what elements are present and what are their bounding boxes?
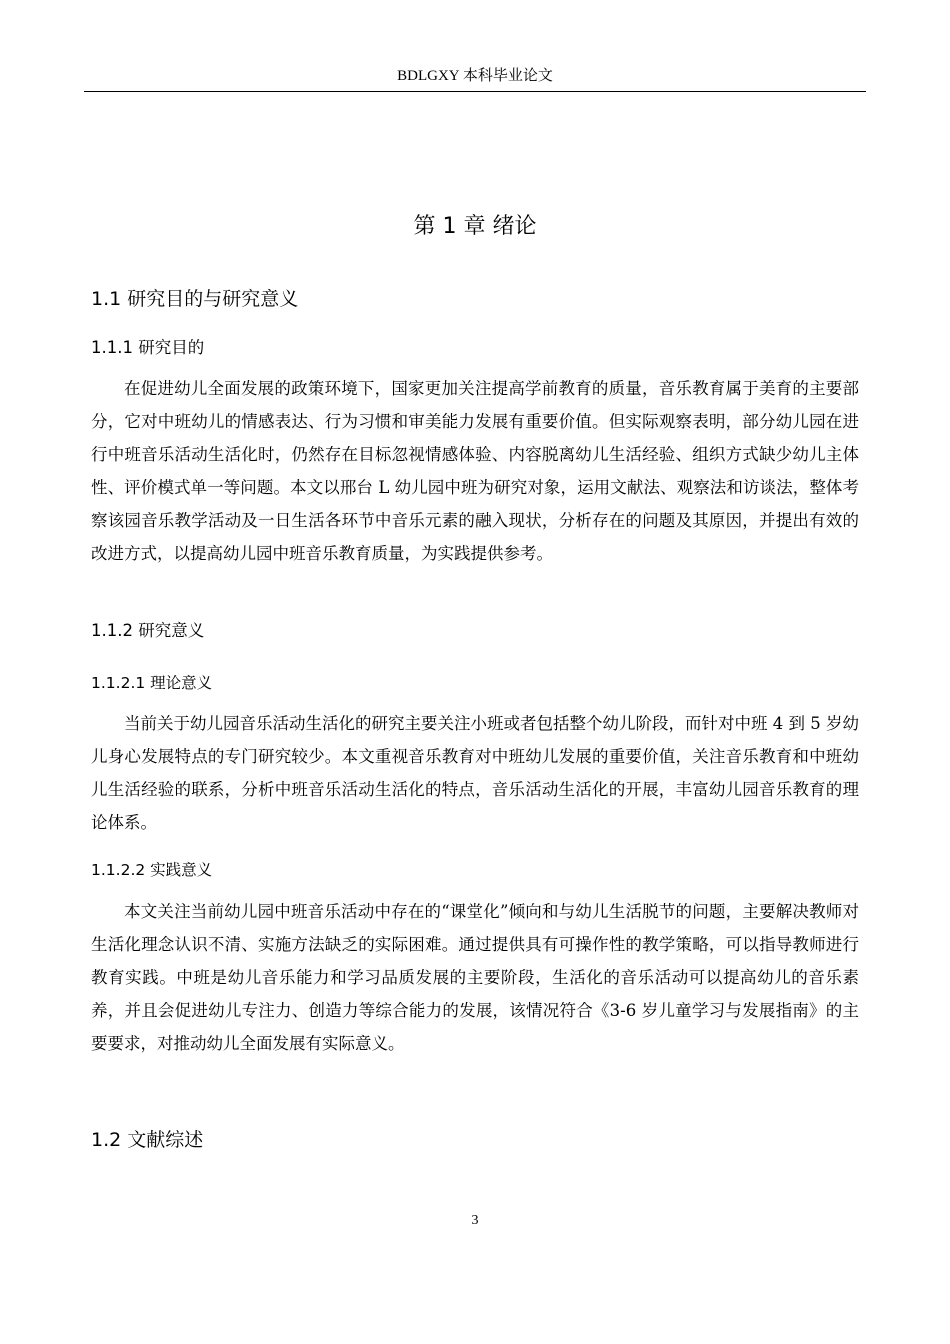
paragraph-practical-significance: 本文关注当前幼儿园中班音乐活动中存在的“课堂化”倾向和与幼儿生活脱节的问题，主要解决教师对生活化理念认识不清、实施方法缺乏的实际困难。通过提供具有可操作性的教学策略，可以指导教师进行教育实践。中班是幼儿音乐能力和学习品质发展的主要阶段，生活化的音乐活动可以提高幼儿的音乐素养，并且会促进幼儿专注力、创造力等综合能力的发展，该情况符合《3-6 岁儿童学习与发展指南》的主要要求，对推动幼儿全面发展有实际意义。 [91, 902, 859, 1053]
section-heading-1-1-2-1: 1.1.2.1 理论意义 [91, 674, 213, 692]
section-heading-1-2: 1.2 文献综述 [91, 1129, 204, 1151]
chapter-title: 第 1 章 绪论 [413, 214, 537, 239]
paragraph-research-purpose: 在促进幼儿全面发展的政策环境下，国家更加关注提高学前教育的质量，音乐教育属于美育的主要部分，它对中班幼儿的情感表达、行为习惯和审美能力发展有重要价值。但实际观察表明，部分幼儿园在进行中班音乐活动生活化时，仍然存在目标忽视情感体验、内容脱离幼儿生活经验、组织方式缺少幼儿主体性、评价模式单一等问题。本文以邢台 L 幼儿园中班为研究对象，运用文献法、观察法和访谈法，整体考察该园音乐教学活动及一日生活各环节中音乐元素的融入现状，分析存在的问题及其原因，并提出有效的改进方式，以提高幼儿园中班音乐教育质量，为实践提供参考。 [91, 379, 859, 563]
section-heading-1-1-2: 1.1.2 研究意义 [91, 621, 205, 640]
page-number: 3 [471, 1213, 479, 1228]
section-heading-1-1-2-2: 1.1.2.2 实践意义 [91, 861, 213, 879]
section-heading-1-1-1: 1.1.1 研究目的 [91, 338, 205, 357]
running-header: BDLGXY 本科毕业论文 [397, 68, 553, 84]
paragraph-theoretical-significance: 当前关于幼儿园音乐活动生活化的研究主要关注小班或者包括整个幼儿阶段，而针对中班 4 到 5 岁幼儿身心发展特点的专门研究较少。本文重视音乐教育对中班幼儿发展的重要价值，关注音乐教育和中班幼儿生活经验的联系，分析中班音乐活动生活化的特点，音乐活动生活化的开展，丰富幼儿园音乐教育的理论体系。 [91, 714, 859, 832]
header-rule [84, 91, 866, 92]
section-heading-1-1: 1.1 研究目的与研究意义 [91, 288, 299, 310]
